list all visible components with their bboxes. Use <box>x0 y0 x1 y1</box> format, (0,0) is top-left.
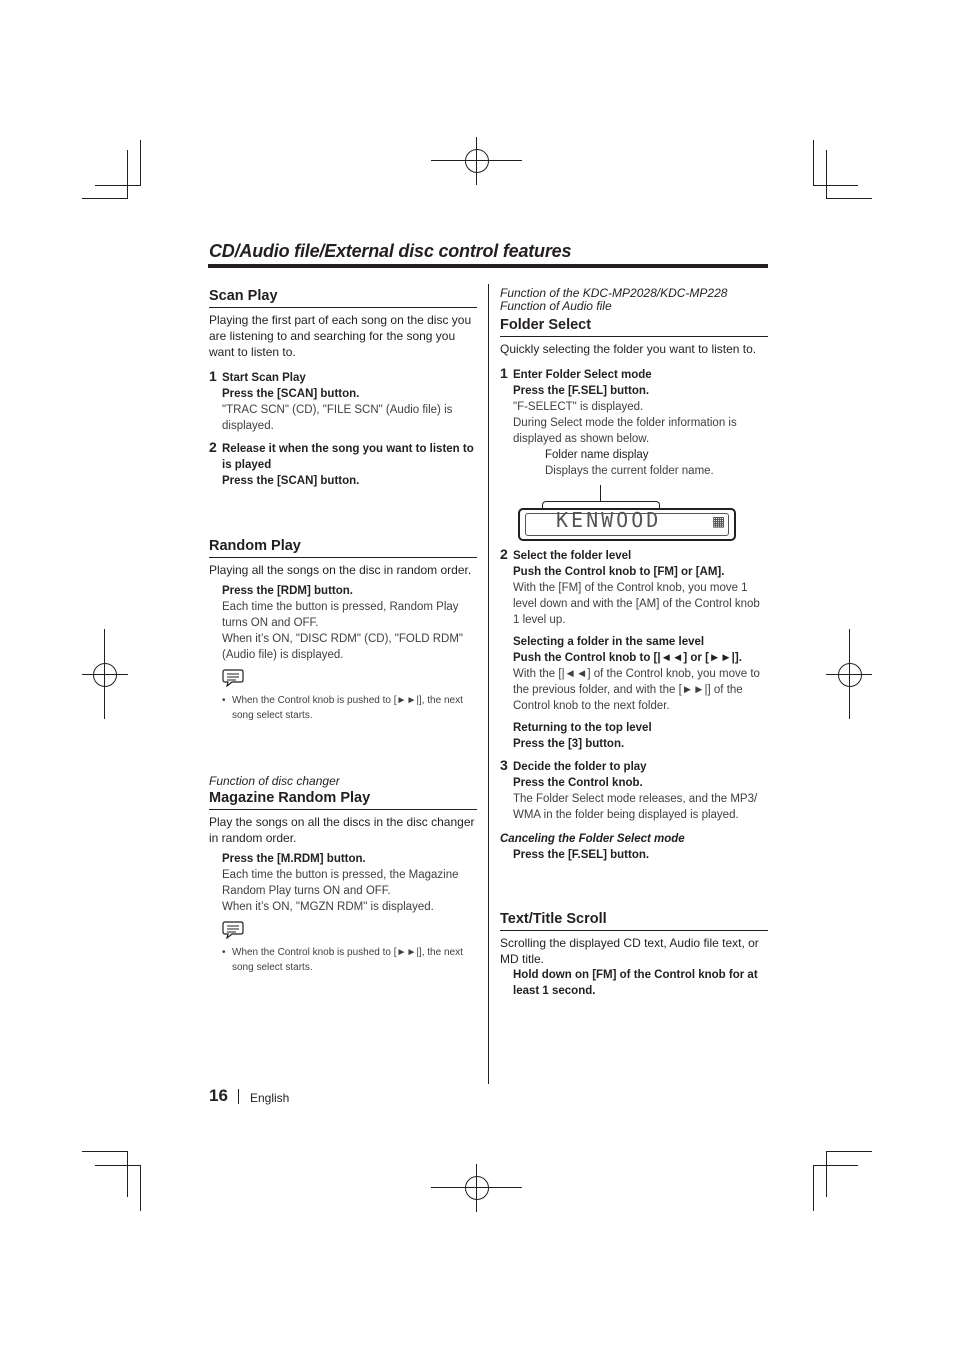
same-level-title: Selecting a folder in the same level <box>513 636 705 648</box>
step-action: Press the [SCAN] button. <box>222 475 360 487</box>
note-text: When the Control knob is pushed to [►►|], the next song select starts. <box>232 947 463 973</box>
folder-step-3 <box>500 759 768 823</box>
column-divider <box>488 284 489 1084</box>
step-title: Enter Folder Select mode <box>513 369 652 381</box>
text-scroll-section <box>500 910 768 999</box>
lcd-text: KENWOOD <box>556 508 662 532</box>
step-action: Press the [F.SEL] button. <box>513 385 650 397</box>
random-play-intro: Playing all the songs on the disc in random order. <box>209 563 472 577</box>
magazine-random-intro: Play the songs on all the discs in the disc changer in random order. <box>209 815 475 845</box>
footer-separator <box>238 1089 239 1104</box>
page-title: CD/Audio file/External disc control features <box>209 241 572 261</box>
step-desc: "TRAC SCN" (CD), "FILE SCN" (Audio file) is displayed. <box>222 404 453 432</box>
step-number: 2 <box>209 439 217 455</box>
folder-step-1 <box>500 367 768 479</box>
left-column <box>209 287 477 975</box>
scan-step-2 <box>209 441 477 489</box>
step-desc-1: "F-SELECT" is displayed. <box>513 401 644 413</box>
step-action: Press the [SCAN] button. <box>222 388 360 400</box>
magazine-random-desc-2: When it’s ON, "MGZN RDM" is displayed. <box>222 901 434 913</box>
random-play-section <box>209 537 477 723</box>
folder-level-icon: ▦ <box>713 511 724 532</box>
random-play-desc-2: When it’s ON, "DISC RDM" (CD), "FOLD RDM" (Audio file) is displayed. <box>222 633 464 661</box>
top-level-action: Press the [3] button. <box>513 738 625 750</box>
step-desc: With the [FM] of the Control knob, you move 1 level down and with the [AM] of the Control knob 1 level up. <box>513 582 760 626</box>
folder-select-heading: Folder Select <box>500 316 768 337</box>
scan-play-section <box>209 287 477 489</box>
callout-title: Folder name display <box>545 449 649 461</box>
folder-select-intro: Quickly selecting the folder you want to listen to. <box>500 342 757 356</box>
top-level-title: Returning to the top level <box>513 722 652 734</box>
lcd-display <box>518 508 736 541</box>
right-column <box>500 287 768 999</box>
footer-language: English <box>250 1091 290 1105</box>
step-action: Press the Control knob. <box>513 777 643 789</box>
step-desc-2: During Select mode the folder information is displayed as shown below. <box>513 417 737 445</box>
step-number: 1 <box>209 368 217 384</box>
step-desc: The Folder Select mode releases, and the MP3/ WMA in the folder being displayed is played. <box>513 793 758 821</box>
step-title: Decide the folder to play <box>513 761 647 773</box>
step-number: 3 <box>500 757 508 773</box>
random-play-heading: Random Play <box>209 537 477 558</box>
display-illustration <box>500 479 768 544</box>
text-scroll-action: Hold down on [FM] of the Control knob for at least 1 second. <box>513 969 758 997</box>
magazine-random-note: • When the Control knob is pushed to [►►|], the next song select starts. <box>222 947 463 973</box>
magazine-random-action: Press the [M.RDM] button. <box>222 853 366 865</box>
random-play-desc-1: Each time the button is pressed, Random Play turns ON and OFF. <box>222 601 459 629</box>
page-number: 16 <box>209 1086 228 1105</box>
same-level-action: Push the Control knob to [|◄◄] or [►►|]. <box>513 652 742 664</box>
note-icon <box>222 921 244 939</box>
magazine-random-heading: Magazine Random Play <box>209 789 477 810</box>
step-action: Push the Control knob to [FM] or [AM]. <box>513 566 725 578</box>
folder-select-section <box>500 287 768 863</box>
same-level-desc: With the [|◄◄] of the Control knob, you move to the previous folder, and with the [►►|] of the Control knob to the next folder. <box>513 668 760 712</box>
step-title: Select the folder level <box>513 550 632 562</box>
magazine-random-body <box>209 851 477 915</box>
title-rule <box>208 264 768 268</box>
random-play-body <box>209 583 477 663</box>
scan-play-intro: Playing the first part of each song on the disc you are listening to and searching for the song you want to listen to. <box>209 313 472 359</box>
step-title: Start Scan Play <box>222 372 306 384</box>
function-label-2: Function of Audio file <box>500 299 612 313</box>
function-label-1: Function of the KDC-MP2028/KDC-MP228 <box>500 286 728 300</box>
step-number: 2 <box>500 546 508 562</box>
text-scroll-heading: Text/Title Scroll <box>500 910 768 931</box>
magazine-random-desc-1: Each time the button is pressed, the Magazine Random Play turns ON and OFF. <box>222 869 459 897</box>
random-play-action: Press the [RDM] button. <box>222 585 353 597</box>
scan-step-1 <box>209 370 477 434</box>
cancel-action: Press the [F.SEL] button. <box>513 849 650 861</box>
step-number: 1 <box>500 365 508 381</box>
magazine-random-section <box>209 773 477 975</box>
callout-desc: Displays the current folder name. <box>545 465 714 477</box>
note-icon <box>222 669 244 687</box>
step-title: Release it when the song you want to listen to is played <box>222 443 474 471</box>
callout-block <box>513 447 768 479</box>
cancel-title: Canceling the Folder Select mode <box>500 833 685 845</box>
scan-play-heading: Scan Play <box>209 287 477 308</box>
function-label: Function of disc changer <box>209 774 340 788</box>
text-scroll-intro: Scrolling the displayed CD text, Audio file text, or MD title. <box>500 936 759 966</box>
note-text: When the Control knob is pushed to [►►|], the next song select starts. <box>232 695 463 721</box>
folder-step-2 <box>500 548 768 752</box>
random-play-note: • When the Control knob is pushed to [►►|], the next song select starts. <box>222 695 463 721</box>
